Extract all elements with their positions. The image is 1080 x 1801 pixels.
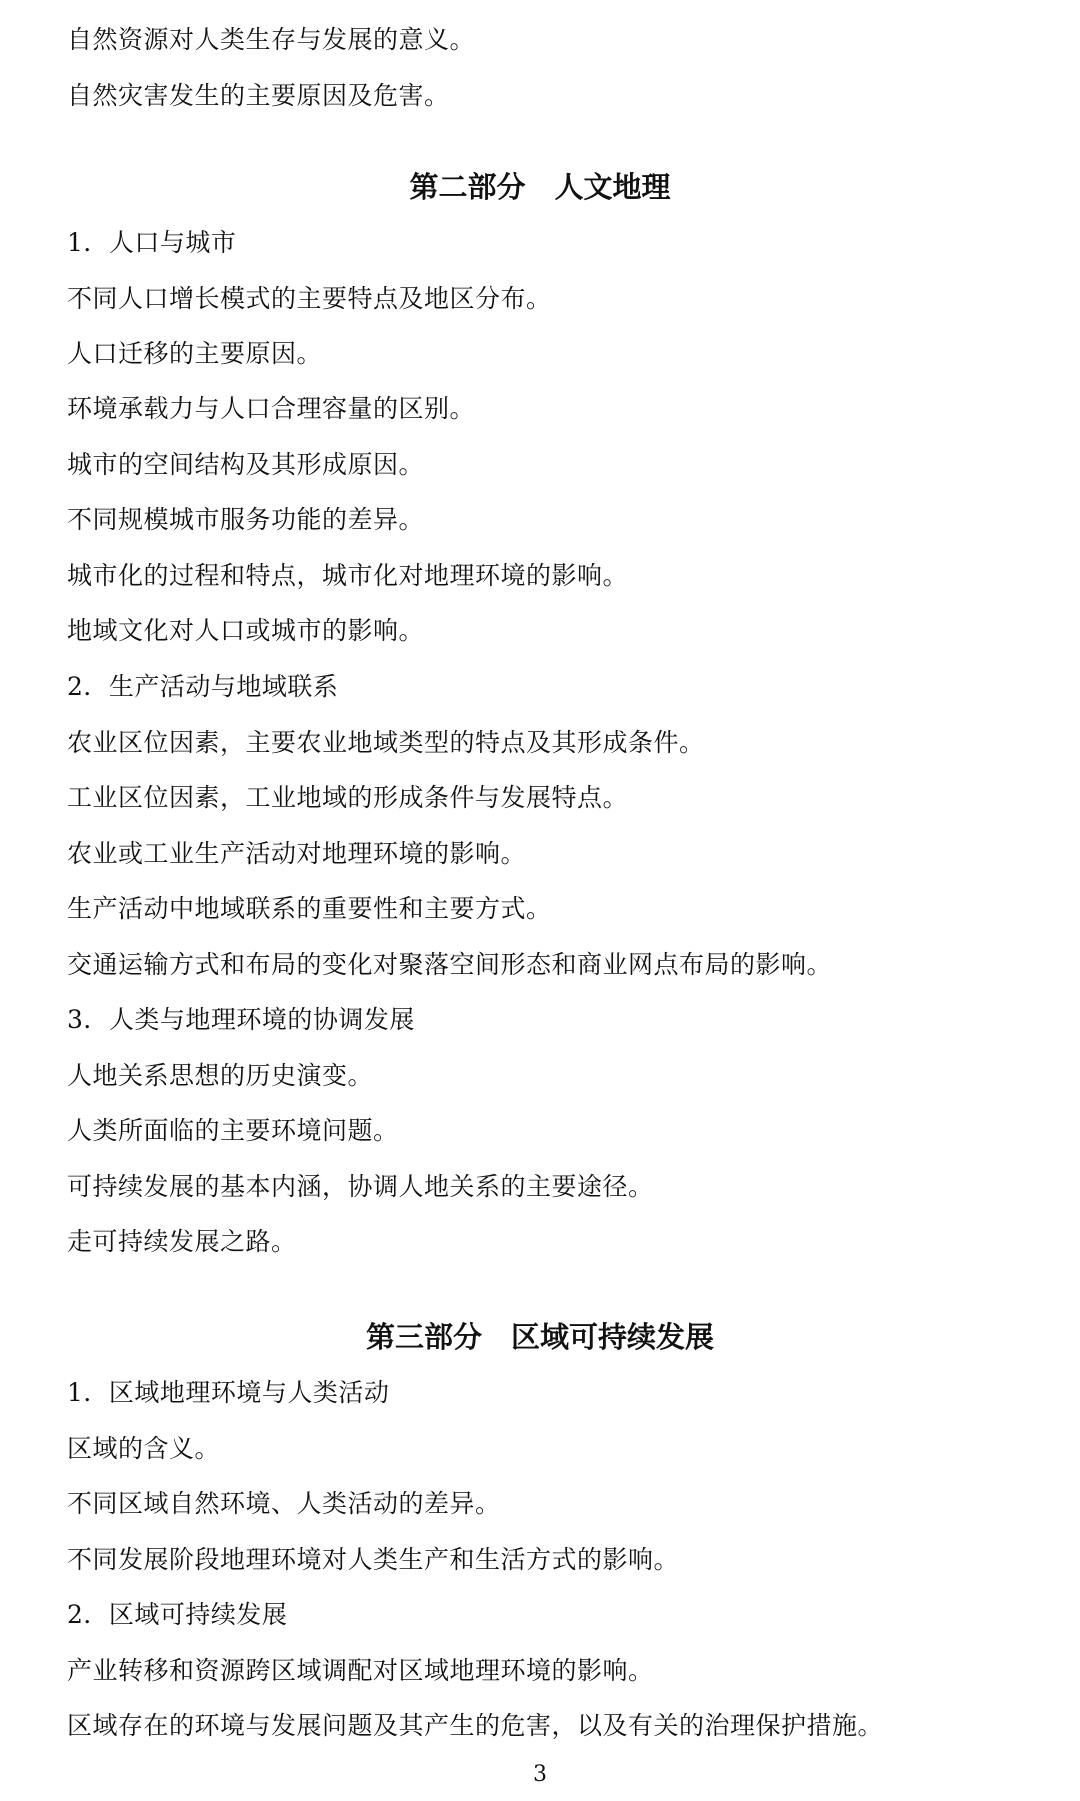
body-line: 区域存在的环境与发展问题及其产生的危害，以及有关的治理保护措施。 bbox=[67, 1711, 884, 1740]
body-line: 农业区位因素，主要农业地域类型的特点及其形成条件。 bbox=[67, 728, 705, 757]
section-heading: 1．人口与城市 bbox=[67, 228, 237, 257]
body-line: 生产活动中地域联系的重要性和主要方式。 bbox=[67, 894, 552, 923]
body-line: 工业区位因素，工业地域的形成条件与发展特点。 bbox=[67, 783, 629, 812]
body-line: 城市的空间结构及其形成原因。 bbox=[67, 450, 425, 479]
body-line: 区域的含义。 bbox=[67, 1434, 221, 1463]
body-line: 交通运输方式和布局的变化对聚落空间形态和商业网点布局的影响。 bbox=[67, 950, 833, 979]
body-line: 人口迁移的主要原因。 bbox=[67, 339, 323, 368]
body-line: 不同区域自然环境、人类活动的差异。 bbox=[67, 1489, 501, 1518]
body-line: 人地关系思想的历史演变。 bbox=[67, 1061, 374, 1090]
body-line: 不同人口增长模式的主要特点及地区分布。 bbox=[67, 284, 552, 313]
body-line: 自然灾害发生的主要原因及危害。 bbox=[67, 81, 450, 110]
part2-title: 第二部分 人文地理 bbox=[409, 170, 671, 204]
body-line: 人类所面临的主要环境问题。 bbox=[67, 1116, 399, 1145]
body-line: 地域文化对人口或城市的影响。 bbox=[67, 616, 425, 645]
body-line: 城市化的过程和特点，城市化对地理环境的影响。 bbox=[67, 561, 629, 590]
part3-title: 第三部分 区域可持续发展 bbox=[365, 1320, 714, 1354]
section-heading: 3．人类与地理环境的协调发展 bbox=[67, 1005, 415, 1034]
body-line: 可持续发展的基本内涵，协调人地关系的主要途径。 bbox=[67, 1172, 654, 1201]
page-number: 3 bbox=[533, 1762, 547, 1787]
body-line: 不同规模城市服务功能的差异。 bbox=[67, 505, 425, 534]
section-heading: 2．区域可持续发展 bbox=[67, 1600, 288, 1629]
body-line: 不同发展阶段地理环境对人类生产和生活方式的影响。 bbox=[67, 1545, 680, 1574]
body-line: 自然资源对人类生存与发展的意义。 bbox=[67, 25, 476, 54]
body-line: 产业转移和资源跨区域调配对区域地理环境的影响。 bbox=[67, 1656, 654, 1685]
body-line: 走可持续发展之路。 bbox=[67, 1227, 297, 1256]
section-heading: 1．区域地理环境与人类活动 bbox=[67, 1378, 390, 1407]
section-heading: 2．生产活动与地域联系 bbox=[67, 672, 339, 701]
body-line: 农业或工业生产活动对地理环境的影响。 bbox=[67, 839, 527, 868]
body-line: 环境承载力与人口合理容量的区别。 bbox=[67, 394, 476, 423]
